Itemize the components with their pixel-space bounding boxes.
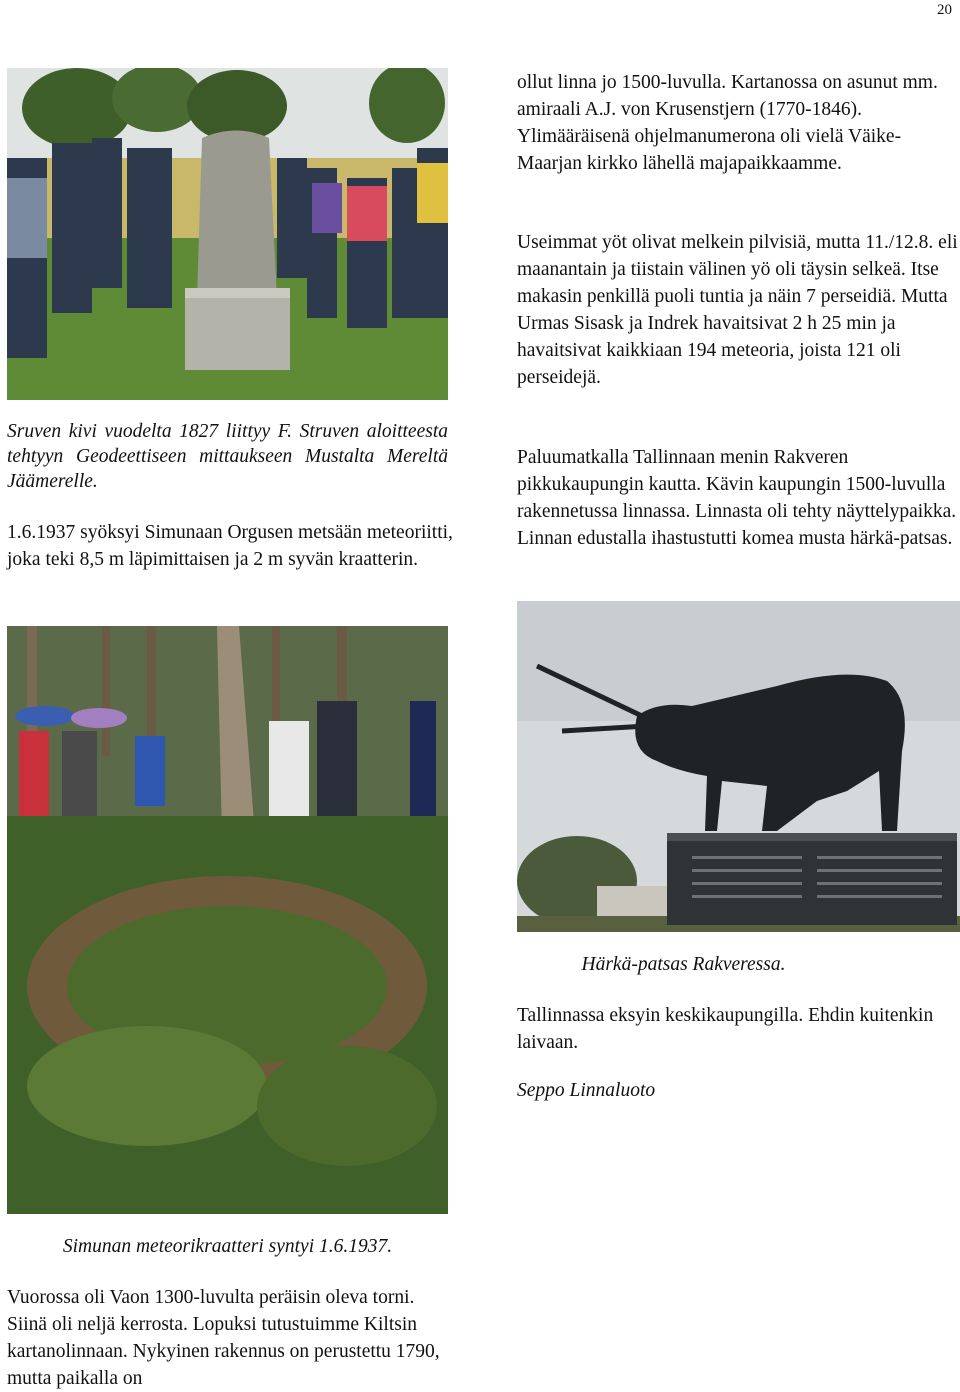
return-paragraph: Paluumatkalla Tallinnaan menin Rakveren pikkukaupungin kautta. Kävin kaupungin 1500-luvulla rakennetussa linnassa. Linnasta oli tehty näyttelypaikka. Linnan edustalla ihastustutti komea musta härkä-patsas. xyxy=(517,447,957,549)
author-signature: Seppo Linnaluoto xyxy=(517,1080,656,1101)
bull-caption: Härkä-patsas Rakveressa. xyxy=(581,954,786,975)
crater-caption: Simunan meteorikraatteri syntyi 1.6.1937. xyxy=(62,1236,393,1257)
stone-caption: Sruven kivi vuodelta 1827 liittyy F. Struven aloitteesta tehtyyn Geodeettiseen mittaukseen Mustalta Mereltä Jäämerelle. xyxy=(7,421,448,492)
page-number: 20 xyxy=(937,2,952,18)
bull-statue-photo xyxy=(517,601,960,932)
crater-photo xyxy=(7,626,448,1214)
vao-paragraph: Vuorossa oli Vaon 1300-luvulta peräisin oleva torni. Siinä oli neljä kerrosta. Lopuksi tutustuimme Kiltsin kartanolinnaan. Nykyinen rakennus on perustettu 1790, mutta paikalla on xyxy=(7,1287,440,1389)
meteorite-paragraph: 1.6.1937 syöksyi Simunaan Orgusen metsään meteoriitti, joka teki 8,5 m läpimittaisen ja 2 m syvän kraatterin. xyxy=(7,522,453,570)
manor-paragraph: ollut linna jo 1500-luvulla. Kartanossa on asunut mm. amiraali A.J. von Krusenstjern (1770-1846). Ylimääräisenä ohjelmanumerona oli vielä Väike-Maarjan kirkko lähellä majapaikkaamme. xyxy=(517,72,938,174)
nights-paragraph: Useimmat yöt olivat melkein pilvisiä, mutta 11./12.8. eli maanantain ja tiistain välinen yö oli täysin selkeä. Itse makasin penkillä puoli tuntia ja näin 7 perseidiä. Mutta Urmas Sisask ja Indrek havaitsivat 2 h 25 min ja havaitsivat kaikkiaan 194 meteoria, joista 121 oli perseidejä. xyxy=(517,232,958,388)
struve-stone-photo xyxy=(7,68,448,400)
tallinn-paragraph: Tallinnassa eksyin keskikaupungilla. Ehdin kuitenkin laivaan. xyxy=(517,1005,934,1053)
